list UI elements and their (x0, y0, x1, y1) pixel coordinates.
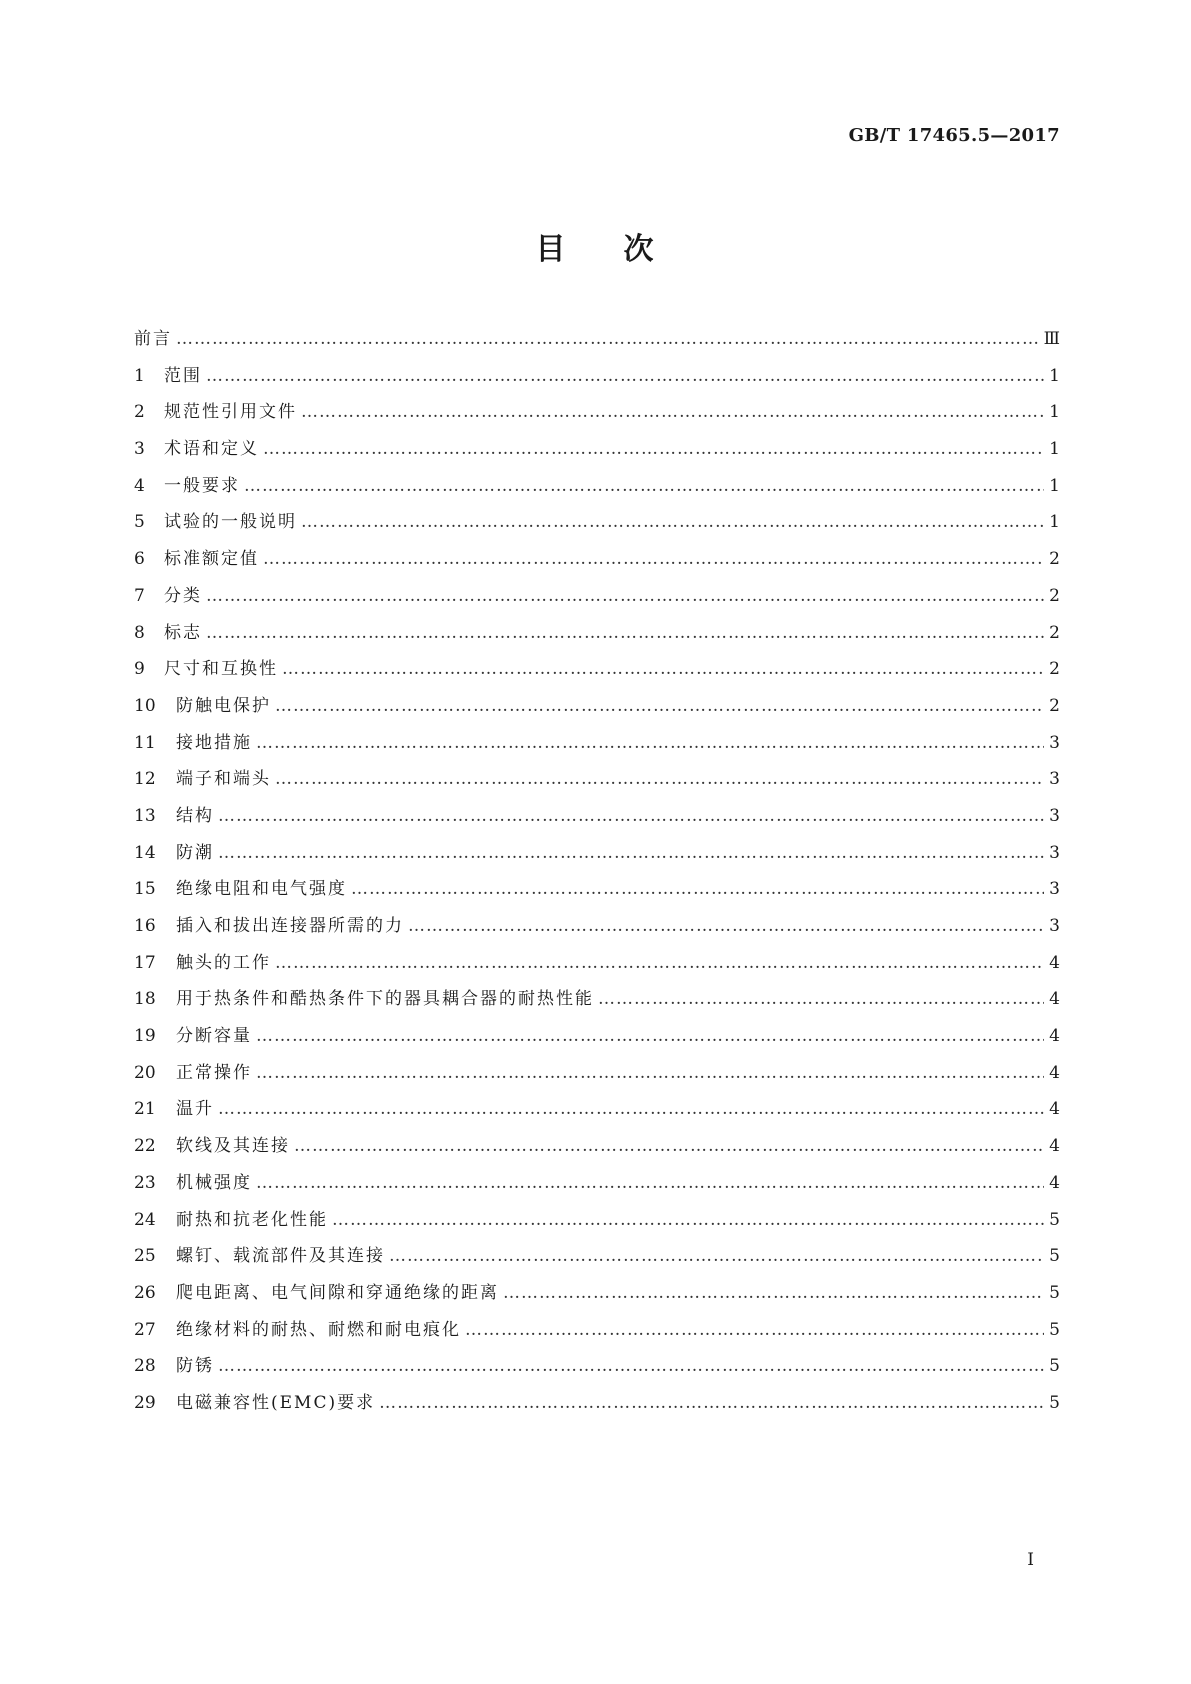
toc-leader-dots (275, 769, 1044, 789)
toc-entry-title: 防触电保护 (176, 695, 271, 716)
toc-entry[interactable] (134, 507, 1060, 544)
toc-entry-number: 12 (134, 769, 156, 790)
toc-entry-title: 温升 (176, 1099, 214, 1120)
toc-entry-number: 26 (134, 1282, 156, 1303)
toc-title-part1: 目 (535, 232, 568, 267)
toc-entry-title: 规范性引用文件 (164, 402, 297, 423)
toc-entry[interactable] (134, 1094, 1060, 1131)
toc-entry[interactable] (134, 361, 1060, 398)
toc-entry-number: 14 (134, 842, 156, 863)
toc-entry-number: 1 (134, 365, 145, 386)
toc-leader-dots (301, 512, 1044, 532)
toc-entry-number: 3 (134, 439, 145, 460)
toc-entry-title: 触头的工作 (176, 952, 271, 973)
toc-entry-title: 爬电距离、电气间隙和穿通绝缘的距离 (176, 1282, 499, 1303)
toc-entry-page: 2 (1049, 622, 1060, 643)
toc-entry-title: 螺钉、载流部件及其连接 (176, 1246, 385, 1267)
toc-leader-dots (256, 1026, 1044, 1046)
toc-leader-dots (176, 329, 1040, 349)
toc-entry-title: 绝缘材料的耐热、耐燃和耐电痕化 (176, 1319, 461, 1340)
toc-leader-dots (256, 1173, 1044, 1193)
toc-entry-title: 结构 (176, 805, 214, 826)
toc-entry-number: 27 (134, 1319, 156, 1340)
toc-entry-page: 4 (1049, 1026, 1060, 1047)
toc-entry-number: 19 (134, 1026, 156, 1047)
toc-leader-dots (282, 659, 1044, 679)
toc-entry-title: 标志 (164, 622, 202, 643)
toc-entry-page: 5 (1049, 1282, 1060, 1303)
toc-entry-page: 4 (1049, 1099, 1060, 1120)
toc-entry-number: 13 (134, 805, 156, 826)
toc-leader-dots (379, 1393, 1044, 1413)
toc-entry-number: 5 (134, 512, 145, 533)
toc-entry-page: 3 (1049, 879, 1060, 900)
toc-leader-dots (301, 402, 1044, 422)
toc-entry-number: 17 (134, 952, 156, 973)
toc-entry-page: 5 (1049, 1246, 1060, 1267)
toc-entry-page: 1 (1049, 475, 1060, 496)
toc-leader-dots (206, 366, 1044, 386)
toc-entry-page: 1 (1049, 512, 1060, 533)
toc-entry-page: 2 (1049, 659, 1060, 680)
toc-entry-page: 4 (1049, 952, 1060, 973)
toc-entry[interactable] (134, 728, 1060, 765)
toc-entry[interactable] (134, 764, 1060, 801)
toc-entry-title: 正常操作 (176, 1062, 252, 1083)
toc-entry-page: 3 (1049, 916, 1060, 936)
toc-entry-page: 3 (1049, 805, 1060, 826)
toc-leader-dots (389, 1246, 1044, 1266)
toc-entry-title: 端子和端头 (176, 769, 271, 790)
toc-leader-dots (294, 1136, 1044, 1156)
toc-entry-page: 3 (1049, 732, 1060, 753)
toc-entry[interactable] (134, 1388, 1060, 1425)
toc-entry[interactable] (134, 434, 1060, 471)
table-of-contents (134, 324, 1060, 1425)
toc-entry-page: 4 (1049, 1172, 1060, 1193)
toc-entry-title: 防潮 (176, 842, 214, 863)
toc-entry-page: 2 (1049, 695, 1060, 716)
page-number: I (1027, 1550, 1034, 1570)
toc-entry-number: 7 (134, 585, 145, 606)
toc-entry-page: 4 (1049, 989, 1060, 1010)
toc-entry[interactable] (134, 654, 1060, 691)
toc-entry[interactable] (134, 1131, 1060, 1168)
toc-entry-number: 16 (134, 916, 156, 936)
toc-leader-dots (218, 843, 1044, 863)
toc-entry-title: 分断容量 (176, 1026, 252, 1047)
toc-entry-title: 分类 (164, 585, 202, 606)
toc-entry-title: 防锈 (176, 1356, 214, 1377)
toc-entry-number: 21 (134, 1099, 156, 1120)
toc-leader-dots (244, 476, 1044, 496)
toc-entry-page: 1 (1049, 439, 1060, 460)
toc-leader-dots (263, 439, 1044, 459)
toc-entry[interactable] (134, 984, 1060, 1021)
toc-entry[interactable] (134, 397, 1060, 434)
toc-entry-number: 4 (134, 475, 145, 496)
toc-leader-dots (218, 1356, 1044, 1376)
toc-entry-title: 绝缘电阻和电气强度 (176, 879, 347, 900)
toc-leader-dots (408, 916, 1044, 936)
toc-entry-number: 18 (134, 989, 156, 1010)
toc-entry[interactable] (134, 801, 1060, 838)
toc-entry[interactable] (134, 874, 1060, 911)
toc-entry-title: 尺寸和互换性 (164, 659, 278, 680)
toc-entry-page: 1 (1049, 365, 1060, 386)
toc-leader-dots (256, 733, 1044, 753)
toc-entry-page: 2 (1049, 585, 1060, 606)
toc-entry-page: 1 (1049, 402, 1060, 423)
toc-leader-dots (263, 549, 1044, 569)
toc-leader-dots (218, 1099, 1044, 1119)
toc-entry[interactable] (134, 471, 1060, 508)
toc-entry[interactable] (134, 691, 1060, 728)
toc-entry[interactable] (134, 618, 1060, 655)
toc-entry[interactable] (134, 1168, 1060, 1205)
toc-title (0, 224, 1191, 268)
toc-leader-dots (256, 1063, 1044, 1083)
toc-entry-page: 4 (1049, 1062, 1060, 1083)
toc-entry-number: 29 (134, 1392, 156, 1413)
toc-entry-number: 25 (134, 1246, 156, 1267)
toc-entry-page: 3 (1049, 769, 1060, 790)
toc-entry[interactable] (134, 1058, 1060, 1095)
toc-entry-title: 标准额定值 (164, 549, 259, 570)
toc-leader-dots (503, 1283, 1044, 1303)
toc-entry-title: 术语和定义 (164, 439, 259, 460)
toc-entry-title: 用于热条件和酷热条件下的器具耦合器的耐热性能 (176, 989, 594, 1010)
toc-entry-title: 前言 (134, 329, 172, 349)
toc-entry[interactable] (134, 544, 1060, 581)
toc-entry-page: 5 (1049, 1209, 1060, 1230)
toc-entry[interactable] (134, 581, 1060, 618)
toc-leader-dots (598, 989, 1044, 1009)
toc-entry[interactable] (134, 324, 1060, 361)
toc-leader-dots (275, 953, 1044, 973)
toc-leader-dots (275, 696, 1044, 716)
toc-entry-number: 28 (134, 1356, 156, 1377)
toc-entry-number: 20 (134, 1062, 156, 1083)
toc-entry-page: 4 (1049, 1136, 1060, 1157)
toc-entry[interactable] (134, 1021, 1060, 1058)
toc-entry-page: 5 (1049, 1319, 1060, 1340)
toc-entry-number: 24 (134, 1209, 156, 1230)
standard-code: GB/T 17465.5—2017 (848, 125, 1060, 146)
toc-leader-dots (332, 1210, 1044, 1230)
toc-entry-title: 接地措施 (176, 732, 252, 753)
toc-leader-dots (465, 1320, 1044, 1340)
toc-leader-dots (206, 586, 1044, 606)
toc-entry[interactable] (134, 838, 1060, 875)
toc-entry-title: 机械强度 (176, 1172, 252, 1193)
toc-entry-title: 电磁兼容性(EMC)要求 (176, 1392, 376, 1413)
toc-entry-title: 一般要求 (164, 475, 240, 496)
toc-entry-number: 2 (134, 402, 145, 423)
toc-entry-title: 范围 (164, 365, 202, 386)
toc-entry-title: 插入和拔出连接器所需的力 (176, 916, 404, 936)
toc-entry-title: 软线及其连接 (176, 1136, 290, 1157)
toc-title-part2: 次 (623, 232, 656, 267)
toc-entry-page: 5 (1049, 1356, 1060, 1377)
toc-entry[interactable] (134, 911, 1060, 948)
toc-entry-number: 8 (134, 622, 145, 643)
toc-leader-dots (218, 806, 1044, 826)
toc-entry-title: 耐热和抗老化性能 (176, 1209, 328, 1230)
toc-entry-page: 5 (1049, 1392, 1060, 1413)
toc-entry[interactable] (134, 1278, 1060, 1315)
toc-entry-title: 试验的一般说明 (164, 512, 297, 533)
toc-entry[interactable] (134, 1351, 1060, 1388)
toc-entry-number: 22 (134, 1136, 156, 1157)
toc-leader-dots (206, 623, 1044, 643)
toc-entry-page: 3 (1049, 842, 1060, 863)
toc-entry[interactable] (134, 1241, 1060, 1278)
toc-entry-page: Ⅲ (1043, 329, 1060, 349)
toc-leader-dots (351, 879, 1044, 899)
toc-entry[interactable] (134, 1205, 1060, 1242)
toc-entry-page: 2 (1049, 549, 1060, 570)
toc-entry-number: 11 (134, 732, 156, 753)
toc-entry[interactable] (134, 1315, 1060, 1352)
toc-entry-number: 9 (134, 659, 145, 680)
toc-entry-number: 6 (134, 549, 145, 570)
toc-entry-number: 15 (134, 879, 156, 900)
toc-entry-number: 23 (134, 1172, 156, 1193)
toc-entry-number: 10 (134, 695, 156, 716)
toc-entry[interactable] (134, 948, 1060, 985)
